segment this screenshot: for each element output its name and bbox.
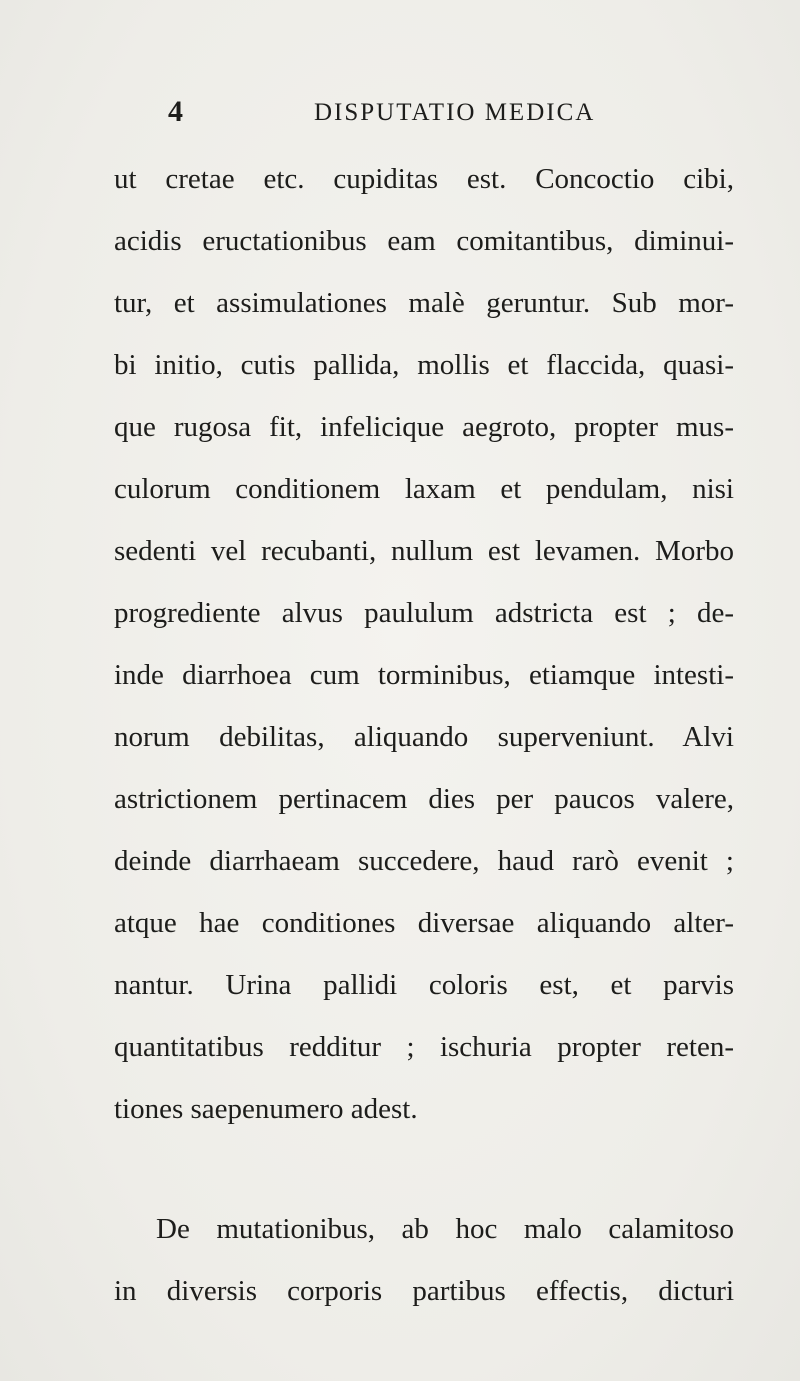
text-line: astrictionem pertinacem dies per paucos valere, bbox=[114, 783, 734, 815]
text-line: atque hae conditiones diversae aliquando alter- bbox=[114, 907, 734, 939]
paragraph-gap bbox=[114, 1140, 734, 1198]
text-line: nantur. Urina pallidi coloris est, et parvis bbox=[114, 969, 734, 1001]
text-line: culorum conditionem laxam et pendulam, nisi bbox=[114, 473, 734, 505]
text-line: tur, et assimulationes malè geruntur. Sub mor- bbox=[114, 287, 734, 319]
paragraph-2 bbox=[114, 1198, 734, 1322]
running-header bbox=[168, 92, 730, 132]
text-line: inde diarrhoea cum torminibus, etiamque intesti- bbox=[114, 659, 734, 691]
text-line: quantitatibus redditur ; ischuria propter reten- bbox=[114, 1031, 734, 1063]
text-line: acidis eructationibus eam comitantibus, diminui- bbox=[114, 225, 734, 257]
running-title: DISPUTATIO MEDICA bbox=[314, 99, 596, 126]
text-line: progrediente alvus paululum adstricta est ; de- bbox=[114, 597, 734, 629]
text-line: que rugosa fit, infelicique aegroto, propter mus- bbox=[114, 411, 734, 443]
text-line: deinde diarrhaeam succedere, haud rarò evenit ; bbox=[114, 845, 734, 877]
page-number: 4 bbox=[168, 95, 183, 128]
text-line: ut cretae etc. cupiditas est. Concoctio cibi, bbox=[114, 163, 734, 195]
text-line: tiones saepenumero adest. bbox=[114, 1093, 418, 1125]
text-line: De mutationibus, ab hoc malo calamitoso bbox=[156, 1213, 734, 1245]
paragraph-1 bbox=[114, 148, 734, 1140]
text-line: bi initio, cutis pallida, mollis et flaccida, quasi- bbox=[114, 349, 734, 381]
text-line: sedenti vel recubanti, nullum est levamen. Morbo bbox=[114, 535, 734, 567]
text-line: norum debilitas, aliquando superveniunt. Alvi bbox=[114, 721, 734, 753]
text-line: in diversis corporis partibus effectis, dicturi bbox=[114, 1275, 734, 1307]
body-text bbox=[114, 148, 734, 1322]
